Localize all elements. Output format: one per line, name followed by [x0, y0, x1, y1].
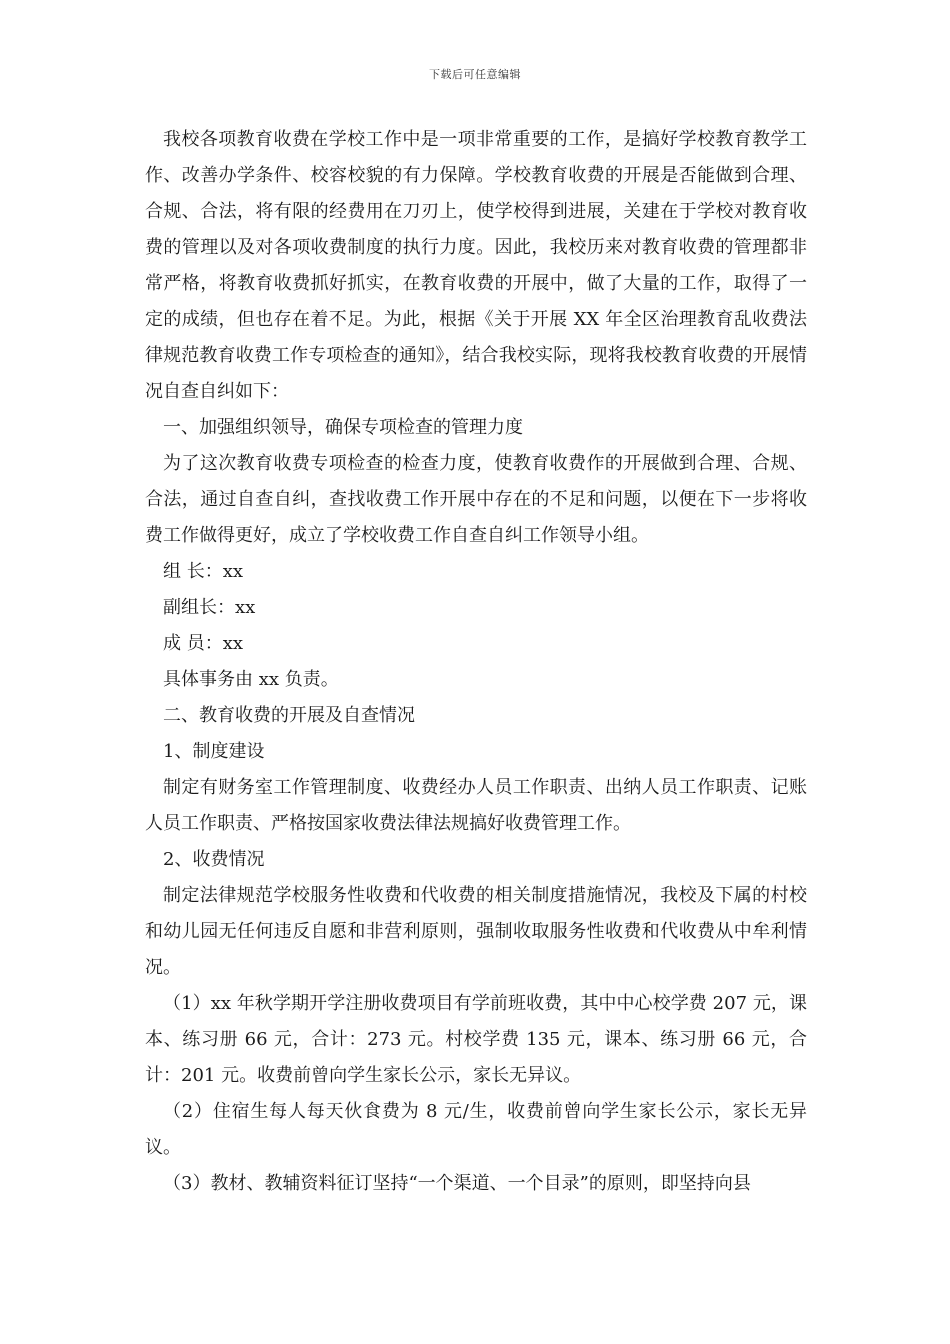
group-leader-line: 组 长：xx: [163, 561, 244, 582]
subheading-1: 1、制度建设: [163, 741, 265, 762]
list-item-2: （2）住宿生每人每天伙食费为 8 元/生，收费前曾向学生家长公示，家长无异议。: [145, 1101, 807, 1158]
body-paragraph: 为了这次教育收费专项检查的检查力度，使教育收费作的开展做到合理、合规、合法，通过自查自纠，查找收费工作开展中存在的不足和问题，以便在下一步将收费工作做得更好，成立了学校收费工作自查自纠工作领导小组。: [145, 453, 807, 546]
document-body: [145, 122, 807, 1202]
list-item-1: （1）xx 年秋学期开学注册收费项目有学前班收费，其中中心校学费 207 元，课本、练习册 66 元，合计：273 元。村校学费 135 元，课本、练习册 66 元，合计：201 元。收费前曾向学生家长公示，家长无异议。: [145, 993, 807, 1086]
page-header: 下载后可任意编辑: [429, 68, 521, 81]
deputy-leader-line: 副组长：xx: [163, 597, 256, 618]
responsible-line: 具体事务由 xx 负责。: [163, 669, 339, 690]
body-paragraph: 制定有财务室工作管理制度、收费经办人员工作职责、出纳人员工作职责、记账人员工作职责、严格按国家收费法律法规搞好收费管理工作。: [145, 777, 807, 834]
intro-paragraph: 我校各项教育收费在学校工作中是一项非常重要的工作，是搞好学校教育教学工作、改善办学条件、校容校貌的有力保障。学校教育收费的开展是否能做到合理、合规、合法，将有限的经费用在刀刃上，使学校得到进展，关建在于学校对教育收费的管理以及对各项收费制度的执行力度。因此，我校历来对教育收费的管理都非常严格，将教育收费抓好抓实，在教育收费的开展中，做了大量的工作，取得了一定的成绩，但也存在着不足。为此，根据《关于开展 XX 年全区治理教育乱收费法律规范教育收费工作专项检查的通知》，结合我校实际，现将我校教育收费的开展情况自查自纠如下：: [145, 129, 807, 402]
body-paragraph: 制定法律规范学校服务性收费和代收费的相关制度措施情况，我校及下属的村校和幼儿园无任何违反自愿和非营利原则，强制收取服务性收费和代收费从中牟利情况。: [145, 885, 807, 978]
subheading-2: 2、收费情况: [163, 849, 265, 870]
section-heading-2: 二、教育收费的开展及自查情况: [163, 705, 415, 726]
list-item-3: （3）教材、教辅资料征订坚持“一个渠道、一个目录”的原则，即坚持向县: [163, 1173, 751, 1194]
section-heading-1: 一、加强组织领导，确保专项检查的管理力度: [163, 417, 523, 438]
members-line: 成 员：xx: [163, 633, 244, 654]
